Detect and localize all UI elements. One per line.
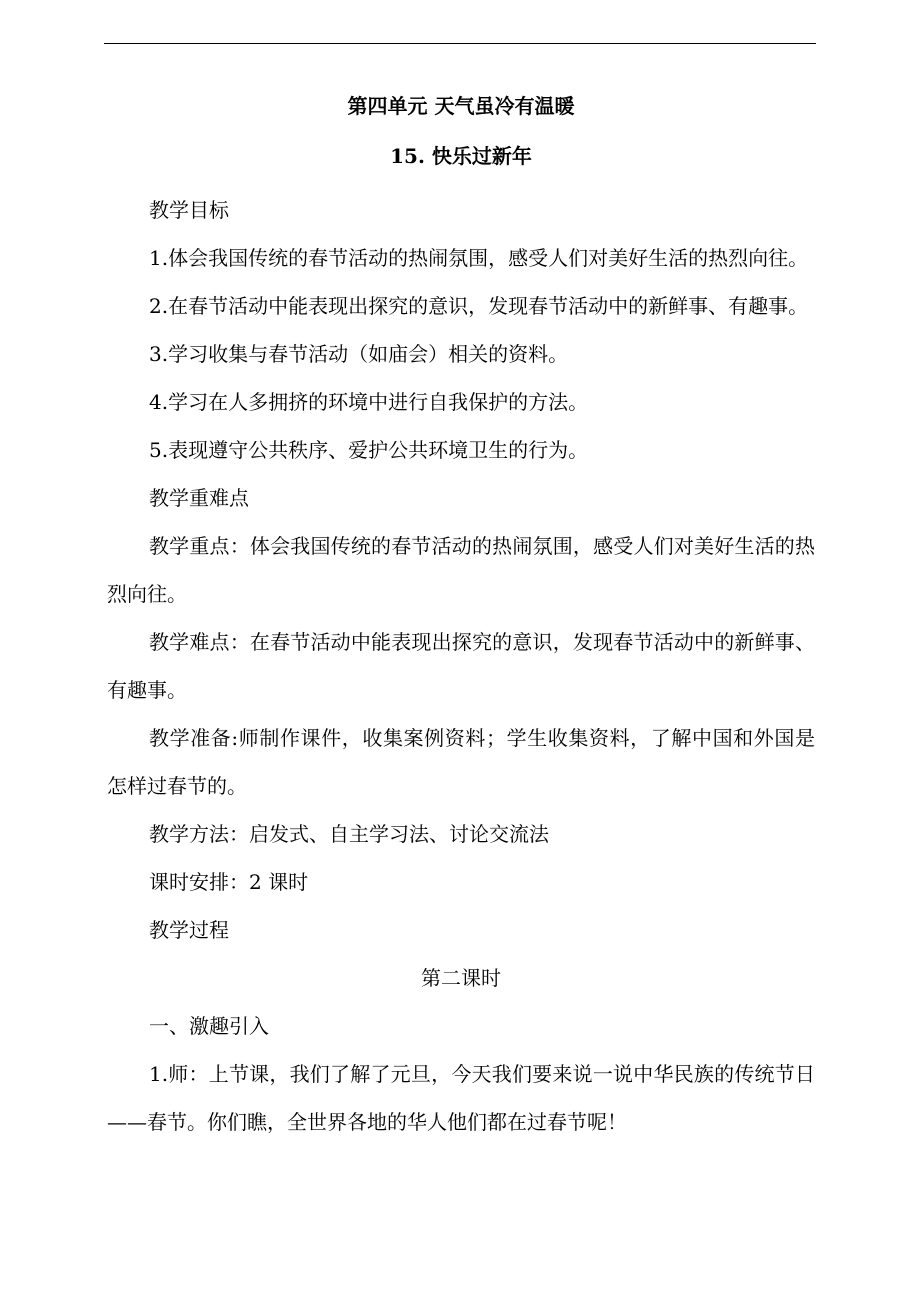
unit-title: 第四单元 天气虽冷有温暖 [347, 94, 575, 118]
teaching-methods: 教学方法：启发式、自主学习法、讨论交流法 [149, 822, 549, 846]
heading-teaching-process: 教学过程 [149, 918, 229, 942]
goal-4: 4.学习在人多拥挤的环境中进行自我保护的方法。 [149, 390, 589, 414]
heading-key-difficult-points: 教学重难点 [149, 486, 249, 510]
closing-paragraph: 1.师：上节课，我们了解了元旦，今天我们要来说一说中华民族的传统节日——春节。你们瞧，全世界各地的华人他们都在过春节呢！ [107, 1062, 815, 1134]
goal-1: 1.体会我国传统的春节活动的热闹氛围，感受人们对美好生活的热烈向往。 [149, 246, 809, 270]
difficult-point: 教学难点：在春节活动中能表现出探究的意识，发现春节活动中的新鲜事、有趣事。 [107, 630, 815, 702]
section-heading: 一、激趣引入 [149, 1014, 269, 1038]
lesson-title: 15. 快乐过新年 [390, 144, 532, 168]
heading-teaching-goals: 教学目标 [149, 198, 229, 222]
teaching-preparation: 教学准备:师制作课件，收集案例资料；学生收集资料，了解中国和外国是怎样过春节的。 [107, 726, 815, 798]
session-heading: 第二课时 [421, 966, 501, 990]
header-rule [104, 43, 816, 44]
goal-3: 3.学习收集与春节活动（如庙会）相关的资料。 [149, 342, 569, 366]
key-point: 教学重点：体会我国传统的春节活动的热闹氛围，感受人们对美好生活的热烈向往。 [107, 534, 815, 606]
class-schedule: 课时安排：2 课时 [149, 870, 309, 894]
goal-5: 5.表现遵守公共秩序、爱护公共环境卫生的行为。 [149, 438, 589, 462]
goal-2: 2.在春节活动中能表现出探究的意识，发现春节活动中的新鲜事、有趣事。 [149, 294, 809, 318]
document-body [107, 92, 815, 1146]
